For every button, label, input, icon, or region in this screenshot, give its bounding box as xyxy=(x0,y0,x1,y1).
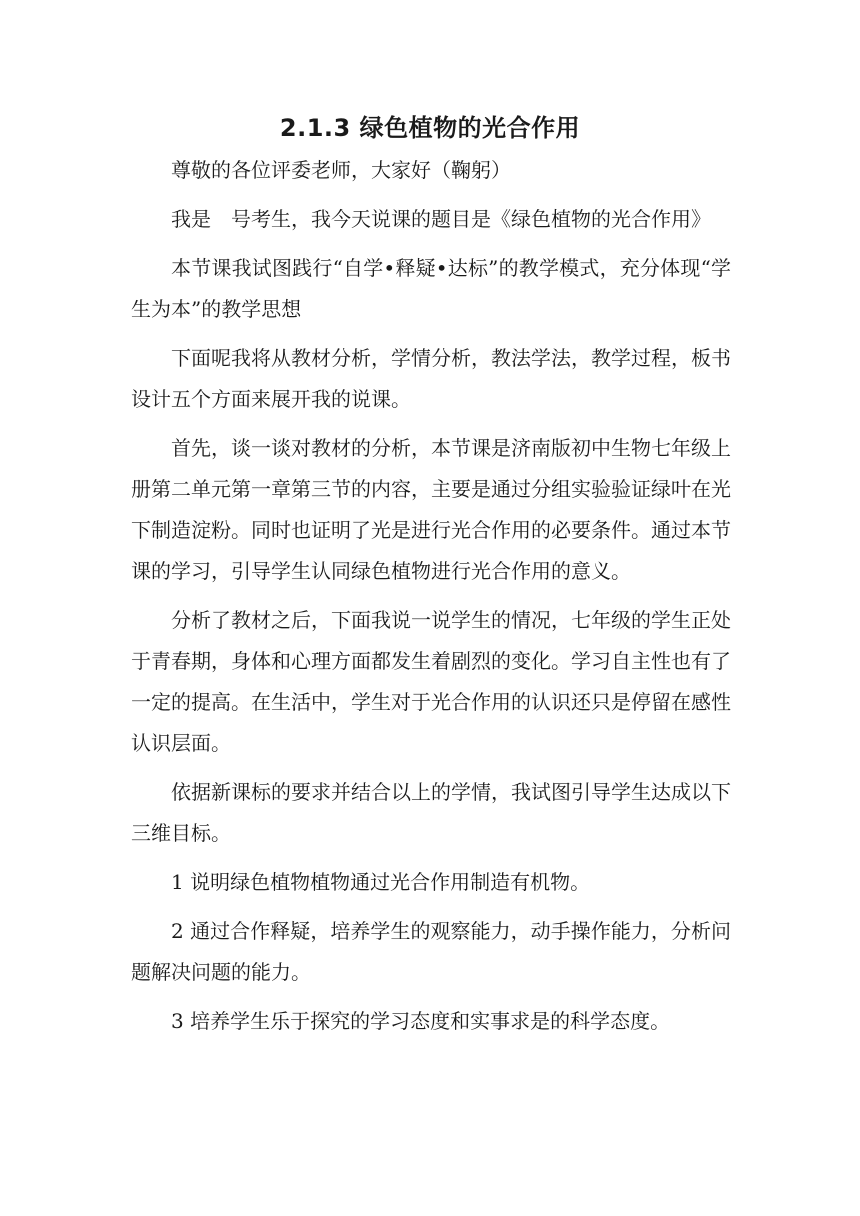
paragraph-objective-2: 2 通过合作释疑，培养学生的观察能力，动手操作能力，分析问题解决问题的能力。 xyxy=(131,919,731,984)
paragraph-textbook-analysis: 首先，谈一谈对教材的分析，本节课是济南版初中生物七年级上册第二单元第一章第三节的内容，主要是通过分组实验验证绿叶在光下制造淀粉。同时也证明了光是进行光合作用的必要条件。通过本节课的学习，引导学生认同绿色植物进行光合作用的意义。 xyxy=(131,436,731,583)
paragraph-objective-1: 1 说明绿色植物植物通过光合作用制造有机物。 xyxy=(171,870,591,894)
document-body xyxy=(131,150,731,1050)
paragraph-student-analysis: 分析了教材之后，下面我说一说学生的情况，七年级的学生正处于青春期，身体和心理方面都发生着剧烈的变化。学习自主性也有了一定的提高。在生活中，学生对于光合作用的认识还只是停留在感性认识层面。 xyxy=(131,608,731,755)
paragraph-teaching-mode: 本节课我试图践行“自学•释疑•达标”的教学模式，充分体现“学生为本”的教学思想 xyxy=(131,256,731,321)
paragraph-objectives-intro: 依据新课标的要求并结合以上的学情，我试图引导学生达成以下三维目标。 xyxy=(131,780,731,845)
paragraph-outline: 下面呢我将从教材分析，学情分析，教法学法，教学过程，板书设计五个方面来展开我的说课。 xyxy=(131,346,731,411)
paragraph-objective-3: 3 培养学生乐于探究的学习态度和实事求是的科学态度。 xyxy=(171,1009,671,1033)
paragraph-greeting: 尊敬的各位评委老师，大家好（鞠躬） xyxy=(171,158,511,182)
document-title: 2.1.3 绿色植物的光合作用 xyxy=(279,114,581,142)
paragraph-topic: 我是 号考生，我今天说课的题目是《绿色植物的光合作用》 xyxy=(171,207,711,231)
